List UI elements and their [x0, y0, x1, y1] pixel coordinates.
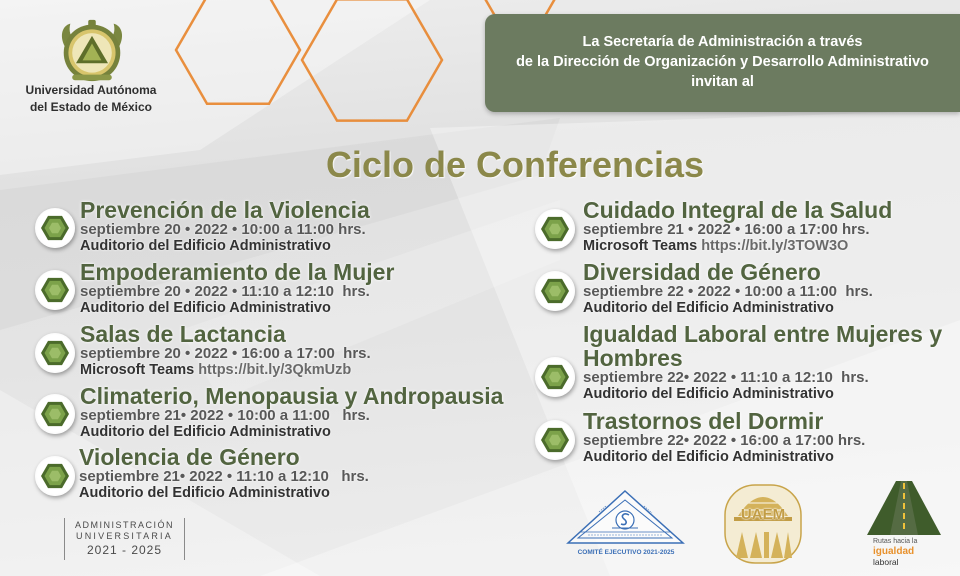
conference-schedule: septiembre 22• 2022 • 16:00 a 17:00 hrs.: [583, 432, 866, 449]
venue-platform: Microsoft Teams: [80, 362, 195, 378]
conference-title: Climaterio, Menopausia y Andropausia: [80, 383, 504, 409]
conference-venue: Auditorio del Edificio Administrativo: [583, 300, 834, 316]
venue-platform: Microsoft Teams: [583, 238, 698, 254]
equality-logo-line1: Rutas hacia la: [873, 538, 918, 545]
emblem-text: UAEM: [740, 506, 786, 523]
conference-item: [583, 322, 955, 403]
conference-item: [80, 260, 520, 317]
road-icon: [866, 479, 942, 537]
conference-title: Salas de Lactancia: [80, 321, 286, 347]
administration-line2: UNIVERSITARIA: [76, 531, 173, 541]
conference-schedule: septiembre 22 • 2022 • 10:00 a 11:00 hrs.: [583, 283, 873, 300]
hexagon-bullet-icon: [35, 208, 75, 248]
administration-period-years: 2021 - 2025: [86, 543, 163, 557]
equality-logo-line2: igualdad: [873, 546, 915, 557]
administration-period: [64, 518, 185, 560]
university-name: [16, 82, 166, 116]
conference-item: [79, 445, 519, 502]
conference-schedule: septiembre 20 • 2022 • 16:00 a 17:00 hrs.: [80, 345, 371, 362]
conference-title: Violencia de Género: [79, 444, 300, 470]
conference-venue: Auditorio del Edificio Administrativo: [80, 300, 331, 316]
conference-schedule: septiembre 21 • 2022 • 16:00 a 17:00 hrs.: [583, 221, 870, 238]
meeting-link[interactable]: https://bit.ly/3QkmUzb: [198, 362, 352, 378]
conference-venue: [80, 362, 520, 379]
hexagon-bullet-icon: [35, 456, 75, 496]
invitation-line3: invitan al: [691, 74, 754, 90]
conference-title: Diversidad de Género: [583, 259, 821, 285]
hexagon-bullet-icon: [535, 357, 575, 397]
hexagon-bullet-icon: [535, 420, 575, 460]
conference-venue: Auditorio del Edificio Administrativo: [583, 386, 834, 402]
university-name-line2: del Estado de México: [29, 100, 153, 114]
meeting-link[interactable]: https://bit.ly/3TOW3O: [701, 238, 849, 254]
conference-venue: Auditorio del Edificio Administrativo: [80, 238, 331, 254]
invitation-line2: de la Dirección de Organización y Desarrollo Administrativo: [516, 54, 929, 70]
conference-schedule: septiembre 20 • 2022 • 10:00 a 11:00 hrs.: [80, 221, 366, 238]
conference-schedule: septiembre 20 • 2022 • 11:10 a 12:10 hrs.: [80, 283, 370, 300]
committee-caption: COMITÉ EJECUTIVO 2021-2025: [577, 549, 675, 556]
conference-schedule: septiembre 22• 2022 • 11:10 a 12:10 hrs.: [583, 369, 869, 386]
conference-venue: Auditorio del Edificio Administrativo: [583, 449, 834, 465]
conference-title: Trastornos del Dormir: [583, 408, 824, 434]
conference-item: [80, 198, 520, 255]
hexagon-bullet-icon: [35, 270, 75, 310]
conference-schedule: septiembre 21• 2022 • 10:00 a 11:00 hrs.: [80, 407, 370, 424]
equality-logo-line3: laboral: [873, 557, 899, 567]
invitation-banner: [485, 14, 960, 112]
committee-triangle-icon: [566, 488, 686, 546]
conference-title: Prevención de la Violencia: [80, 197, 370, 223]
event-title: Ciclo de Conferencias: [325, 144, 705, 185]
hexagon-bullet-icon: [35, 394, 75, 434]
conference-title: Igualdad Laboral entre Mujeres y Hombres: [583, 321, 943, 371]
conference-item: [583, 198, 955, 255]
conference-item: [583, 409, 955, 466]
invitation-line1: La Secretaría de Administración a través: [582, 34, 863, 50]
conference-venue: [583, 238, 955, 255]
conference-title: Cuidado Integral de la Salud: [583, 197, 893, 223]
hexagon-bullet-icon: [535, 271, 575, 311]
hexagon-bullet-icon: [535, 209, 575, 249]
conference-venue: Auditorio del Edificio Administrativo: [80, 424, 331, 440]
conference-schedule: septiembre 21• 2022 • 11:10 a 12:10 hrs.: [79, 468, 369, 485]
gold-emblem-icon: [722, 482, 804, 566]
university-name-line1: Universidad Autónoma: [25, 83, 157, 97]
university-crest-icon: [58, 18, 126, 84]
hexagon-bullet-icon: [35, 333, 75, 373]
conference-item: [80, 384, 520, 441]
conference-title: Empoderamiento de la Mujer: [80, 259, 395, 285]
conference-venue: Auditorio del Edificio Administrativo: [79, 485, 330, 501]
administration-line1: ADMINISTRACIÓN: [74, 520, 174, 530]
conference-item: [80, 322, 520, 379]
conference-item: [583, 260, 955, 317]
